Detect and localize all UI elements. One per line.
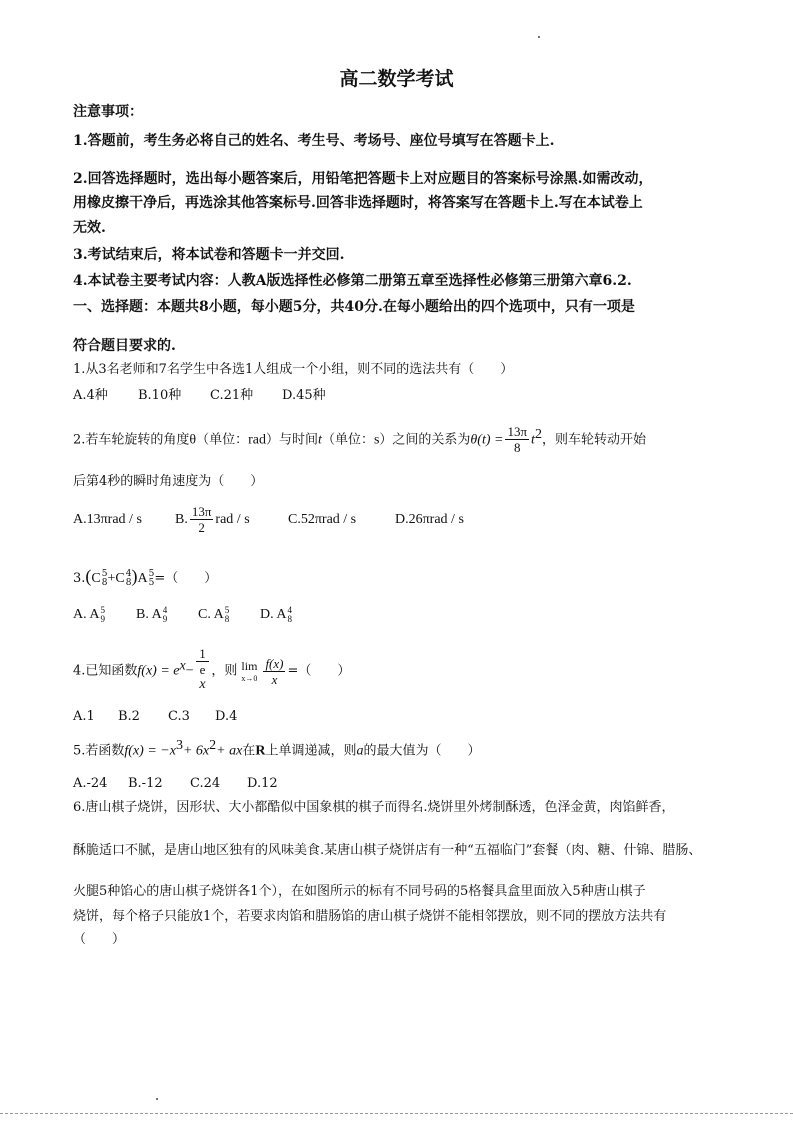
q3-option-b-scripts	[163, 606, 168, 624]
q2-stem-f: ，则车轮转动开始	[541, 432, 646, 448]
q6-line-5: （ ）	[73, 932, 126, 947]
q5-R: R	[255, 743, 266, 759]
q3-option-b	[136, 604, 167, 626]
notice-item-4: 4.本试卷主要考试内容：人教A版选择性必修第二册第五章至选择性必修第三册第六章6.2.	[73, 273, 632, 289]
q4-frac-den-exp: x	[199, 677, 206, 692]
q5-option-a: A.-24	[73, 776, 108, 791]
q4-stem-b: ，则	[211, 663, 238, 679]
q2-eq-lhs: θ(t) =	[470, 432, 504, 448]
q1-option-d: D.45种	[282, 388, 326, 403]
q3-option-b-sup: 4	[162, 604, 168, 615]
section-heading-line1: 一、选择题：本题共8小题，每小题5分，共40分.在每小题给出的四个选项中，只有一项是	[73, 299, 635, 315]
q3-option-d-sup: 4	[287, 604, 292, 615]
q2-theta: θ	[189, 432, 197, 448]
notice-item-2-end: 无效.	[73, 220, 106, 236]
q3-paren-open: (	[85, 566, 92, 586]
q6-line-3: 火腿5种馅心的唐山棋子烧饼各1个），在如图所示的标有不同号码的5格餐具盒里面放入5种唐山棋子	[73, 884, 646, 899]
q2-stem-e: ）之间的关系为	[379, 432, 471, 448]
q2-option-b-num: 13π	[191, 504, 212, 520]
q2-option-b-unit: rad / s	[215, 512, 250, 527]
q5-option-b: B.-12	[128, 776, 163, 791]
q3-option-a-scripts	[100, 606, 105, 624]
q4-option-b: B.2	[118, 709, 140, 724]
q2-eq-tail: t	[531, 432, 535, 448]
q3-c1-sup: 5	[101, 568, 108, 579]
q3-c2-sup: 4	[125, 568, 132, 579]
q4-tail: =（ ）	[287, 663, 351, 679]
q5-stem-b: 在	[242, 743, 256, 759]
q3-a-sub: 5	[148, 577, 155, 588]
section-heading-line2: 符合题目要求的.	[73, 338, 176, 354]
notice-item-2: 2.回答选择题时，选出每小题答案后，用铅笔把答题卡上对应题目的答案标号涂黑.如需改动，	[73, 171, 653, 187]
q4-stem	[73, 646, 350, 696]
q2-option-a: A.13πrad / s	[73, 512, 142, 527]
q3-c2: C	[115, 571, 125, 586]
q5-end: + ax	[216, 743, 243, 759]
q5-f-expr: f(x) = −x	[124, 743, 176, 759]
q2-stem-c: ）与时间	[266, 432, 319, 448]
q2-option-b-label: B.	[175, 512, 188, 527]
q2-option-b-fraction	[190, 504, 214, 535]
q3-label: 3.	[73, 571, 86, 586]
q5-exp-1: 3	[175, 738, 183, 753]
q5-stem	[73, 737, 480, 760]
q4-lim-den: x	[271, 671, 278, 687]
q3-option-c-scripts	[225, 606, 230, 624]
q3-a-sup: 5	[148, 568, 155, 579]
q5-stem-a: 5.若函数	[73, 743, 125, 759]
q2-eq-fraction	[505, 424, 529, 455]
q5-a-var: a	[356, 743, 364, 759]
q3-c1-sub: 8	[101, 577, 108, 588]
q5-stem-c: 上单调递减，则	[265, 743, 357, 759]
q4-lim-fraction	[263, 656, 285, 687]
q3-option-d-scripts	[287, 606, 292, 624]
q3-a: A	[137, 571, 148, 586]
q3-option-a-sub: 9	[100, 613, 105, 624]
q1-option-b: B.10种	[138, 388, 182, 403]
q3-option-a-sup: 5	[100, 604, 105, 615]
q4-option-a: A.1	[73, 709, 95, 724]
q3-option-a-label: A. A	[73, 607, 100, 622]
q4-option-c: C.3	[168, 709, 190, 724]
notice-item-2-cont: 用橡皮擦干净后，再选涂其他答案标号.回答非选择题时，将答案写在答题卡上.写在本试卷上	[73, 195, 643, 211]
q4-fraction	[196, 646, 210, 696]
q5-option-c: C.24	[190, 776, 221, 791]
scan-dot-bottom	[156, 1098, 158, 1100]
q4-lim	[239, 659, 259, 683]
q4-minus: −	[185, 663, 194, 679]
page-title: 高二数学考试	[339, 68, 454, 90]
q1-option-c: C.21种	[210, 388, 254, 403]
q3-option-d-label: D. A	[260, 607, 287, 622]
notice-item-1: 1.答题前，考生务必将自己的姓名、考生号、考场号、座位号填写在答题卡上.	[73, 133, 555, 149]
scan-dot	[538, 36, 540, 38]
q4-f-def: f(x) = e	[137, 663, 180, 679]
q5-mid: + 6x	[182, 743, 210, 759]
q3-option-b-label: B. A	[136, 607, 162, 622]
q2-stem-b: （单位：	[196, 432, 249, 448]
q4-lim-word: lim	[241, 659, 258, 674]
q2-option-b-den: 2	[198, 520, 205, 536]
q2-stem-a: 2.若车轮旋转的角度	[73, 432, 190, 448]
q3-tail: =（ ）	[154, 571, 218, 586]
q3-c2-sub: 8	[125, 577, 132, 588]
q3-option-b-sub: 9	[162, 613, 168, 624]
q2-unit-s: s	[373, 432, 380, 448]
q2-option-b	[175, 500, 250, 540]
q4-option-d: D.4	[215, 709, 238, 724]
q6-line-2: 酥脆适口不腻，是唐山地区独有的风味美食.某唐山棋子烧饼店有一种“五福临门”套餐（肉、糖、什锦、腊肠、	[73, 843, 702, 858]
notice-heading: 注意事项：	[73, 104, 143, 120]
q3-c1: C	[91, 571, 101, 586]
q3-option-d	[260, 604, 292, 626]
q4-frac-den-wrap	[196, 662, 210, 696]
q2-eq-exp: 2	[534, 427, 542, 442]
q4-frac-den: e	[199, 662, 206, 677]
q2-eq-num: 13π	[507, 424, 528, 440]
q3-option-d-sub: 8	[287, 613, 292, 624]
page-bottom-rule	[0, 1113, 793, 1114]
q2-t-var: t	[318, 432, 322, 448]
q3-option-a	[73, 604, 105, 626]
notice-item-3: 3.考试结束后，将本试卷和答题卡一并交回.	[73, 247, 345, 263]
q2-option-c: C.52πrad / s	[288, 512, 357, 527]
q2-option-d: D.26πrad / s	[395, 512, 464, 527]
q3-paren-close: )	[131, 566, 138, 586]
q3-option-c-sub: 8	[224, 613, 230, 624]
q5-stem-d: 的最大值为（ ）	[363, 743, 481, 759]
q2-unit-rad: rad	[248, 432, 267, 448]
q4-lim-num: f(x)	[265, 655, 284, 671]
q3-plus: +	[107, 571, 116, 586]
q1-stem: 1.从3名老师和7名学生中各选1人组成一个小组，则不同的选法共有（ ）	[73, 362, 514, 377]
q4-f-exp: x	[179, 658, 186, 674]
q2-stem-line1	[73, 420, 646, 455]
q4-frac-num: 1	[196, 646, 210, 662]
q3-stem	[73, 565, 217, 590]
q3-option-c	[198, 604, 229, 626]
q2-stem-d: （单位：	[321, 432, 374, 448]
q3-option-c-label: C. A	[198, 607, 224, 622]
q2-eq-den: 8	[514, 440, 521, 456]
q6-line-1: 6.唐山棋子烧饼，因形状、大小都酷似中国象棋的棋子而得名.烧饼里外烤制酥透，色泽金黄，肉馅鲜香，	[73, 800, 675, 815]
q5-option-d: D.12	[247, 776, 278, 791]
q2-stem-line2: 后第4秒的瞬时角速度为（ ）	[73, 474, 264, 489]
q4-lim-sub: x→0	[241, 674, 258, 684]
q6-line-4: 烧饼，每个格子只能放1个，若要求肉馅和腊肠馅的唐山棋子烧饼不能相邻摆放，则不同的摆放方法共有	[73, 909, 667, 924]
q4-stem-a: 4.已知函数	[73, 663, 138, 679]
q3-option-c-sup: 5	[224, 604, 230, 615]
q5-exp-2: 2	[209, 738, 217, 753]
q1-option-a: A.4种	[73, 388, 108, 403]
